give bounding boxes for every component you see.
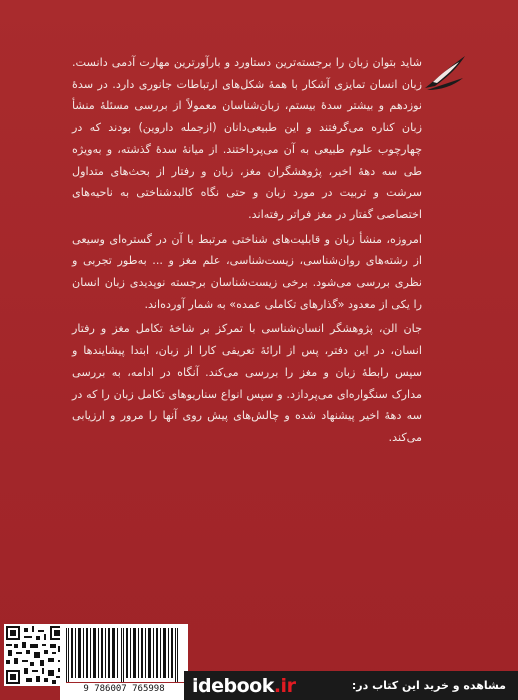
- qr-code-icon: [4, 624, 66, 686]
- barcode-icon: [60, 624, 188, 682]
- barcode-number: 9 786007 765998: [60, 683, 188, 700]
- idebook-logo-tld: .ir: [273, 674, 296, 697]
- back-cover-description: [72, 52, 422, 452]
- description-paragraph-1: شاید بتوان زبان را برجسته‌ترین دستاورد و بارآورترین مهارت آدمی دانست. زبان انسان تمایزی آشکار با همهٔ شکل‌های ارتباطات جانوری دارد. در سدهٔ نوزدهم و بیشتر سدهٔ بیستم، زبان‌شناسان معمولاً از بررسی مسئلهٔ منشأ زبان کناره می‌گرفتند و این طبیعی‌دانان (ازجمله داروین) بودند که در چهارچوب علوم طبیعی به آن می‌پرداختند. از میانهٔ سدهٔ گذشته، و به‌ویژه طی سه دههٔ اخیر، پژوهشگران مغز، زبان و رفتار از بحث‌های متداول سرشت و تربیت در مورد زبان و حتی نگاه کالبدشناختی به ناحیه‌های اختصاصی گفتار در مغز فراتر رفته‌اند.: [72, 56, 422, 221]
- idebook-logo-text: idebook: [192, 674, 274, 697]
- publisher-logo-icon: [423, 52, 467, 92]
- banner-caption: مشاهده و خرید این کتاب در:: [351, 679, 506, 692]
- idebook-logo[interactable]: [192, 675, 295, 697]
- description-paragraph-2: امروزه، منشأ زبان و قابلیت‌های شناختی مرتبط با آن در گستره‌ای وسیعی از رشته‌های روان‌شناسی، زیست‌شناسی، علم مغز و ... به‌طور تجربی و نظری بررسی می‌شود. برخی زیست‌شناسان برجسته نوپدیدی زبان انسان را یکی از معدود «گذارهای تکاملی عمده» به شمار آورده‌اند.: [72, 232, 422, 311]
- description-paragraph-3: جان الن، پژوهشگر انسان‌شناسی با تمرکز بر شاخهٔ تکامل مغز و رفتار انسان، در این دفتر، پس از ارائهٔ تعریفی کارا از زبان، ابتدا پیشایندها و سپس رابطهٔ زبان و مغز را بررسی می‌کند. آنگاه در ادامه، به بررسی مدارک سنگواره‌ای می‌پردازد. و سپس انواع سناریوهای تکامل زبان را که در سه دههٔ اخیر پیشنهاد شده و چالش‌های پیش روی آنها را مرور و ارزیابی می‌کند.: [72, 322, 422, 444]
- idebook-banner[interactable]: [184, 671, 518, 700]
